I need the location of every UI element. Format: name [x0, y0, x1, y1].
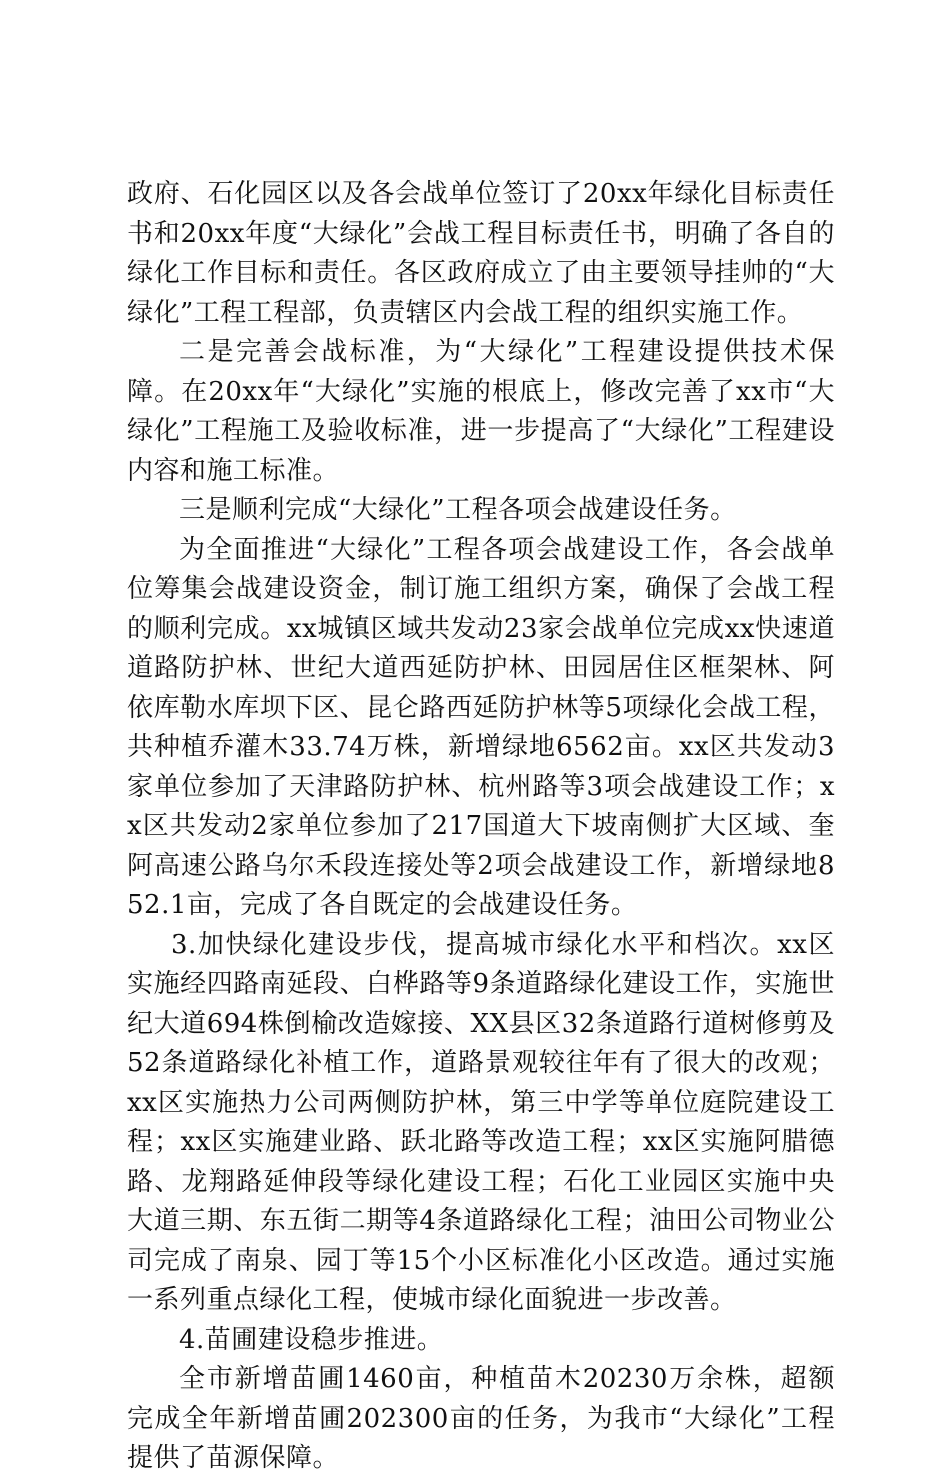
paragraph-responsibility-contracts: 政府、石化园区以及各会战单位签订了20xx年绿化目标责任书和20xx年度“大绿化”会战工程目标责任书，明确了各自的绿化工作目标和责任。各区政府成立了由主要领导挂帅的“大绿化”工程工程部，负责辖区内会战工程的组织实施工作。	[127, 179, 835, 328]
paragraph-section-4-heading: 4.苗圃建设稳步推进。	[179, 1324, 444, 1355]
paragraph-nursery: 全市新增苗圃1460亩，种植苗木20230万余株，超额完成全年新增苗圃202300亩的任务，为我市“大绿化”工程提供了苗源保障。	[127, 1364, 835, 1473]
paragraph-task-heading: 三是顺利完成“大绿化”工程各项会战建设任务。	[179, 495, 737, 525]
paragraph-campaign-details: 为全面推进“大绿化”工程各项会战建设工作，各会战单位筹集会战建设资金，制订施工组织方案，确保了会战工程的顺利完成。xx城镇区域共发动23家会战单位完成xx快速道道路防护林、世纪大道西延防护林、田园居住区框架林、阿依库勒水库坝下区、昆仑路西延防护林等5项绿化会战工程，共种植乔灌木33.74万株，新增绿地6562亩。xx区共发动3家单位参加了天津路防护林、杭州路等3项会战建设工作；xx区共发动2家单位参加了217国道大下坡南侧扩大区域、奎阿高速公路乌尔禾段连接处等2项会战建设工作，新增绿地852.1亩，完成了各自既定的会战建设任务。	[127, 534, 835, 920]
paragraph-section-3: 3.加快绿化建设步伐，提高城市绿化水平和档次。xx区实施经四路南延段、白桦路等9条道路绿化建设工作，实施世纪大道694株倒榆改造嫁接、XX县区32条道路行道树修剪及52条道路绿化补植工作，道路景观较往年有了很大的改观；xx区实施热力公司两侧防护林，第三中学等单位庭院建设工程；xx区实施建业路、跃北路等改造工程；xx区实施阿腊德路、龙翔路延伸段等绿化建设工程；石化工业园区实施中央大道三期、东五街二期等4条道路绿化工程；油田公司物业公司完成了南泉、园丁等15个小区标准化小区改造。通过实施一系列重点绿化工程，使城市绿化面貌进一步改善。	[127, 929, 835, 1315]
paragraph-standards: 二是完善会战标准，为“大绿化”工程建设提供技术保障。在20xx年“大绿化”实施的根底上，修改完善了xx市“大绿化”工程施工及验收标准，进一步提高了“大绿化”工程建设内容和施工标准。	[127, 337, 835, 486]
document-body	[127, 175, 835, 1479]
